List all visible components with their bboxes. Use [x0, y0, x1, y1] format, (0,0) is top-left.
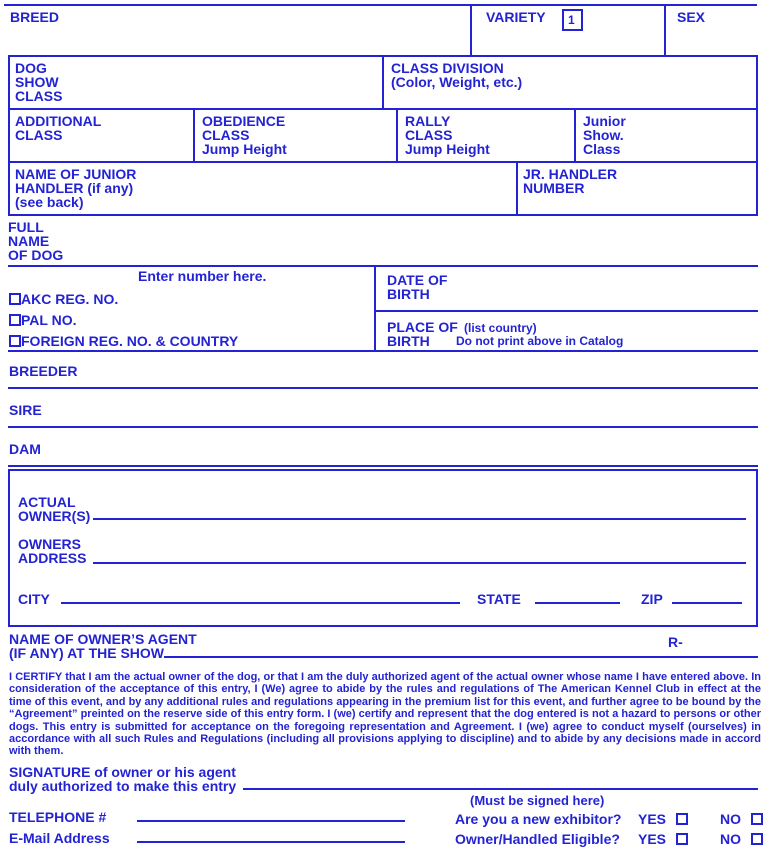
owner-handled-yes-option[interactable]: [638, 831, 688, 849]
junior-show-class-label: Junior Show. Class: [583, 113, 626, 157]
akc-reg-label: AKC REG. NO.: [21, 291, 119, 307]
dog-show-class-label: DOG SHOW CLASS: [15, 60, 63, 104]
pal-option[interactable]: [9, 312, 77, 330]
email-label: E-Mail Address: [9, 830, 110, 846]
city-label: CITY: [18, 591, 50, 607]
breed-label: BREED: [10, 9, 60, 25]
akc-reg-option[interactable]: [9, 291, 118, 309]
owner-handled-no-option[interactable]: [720, 831, 763, 849]
foreign-reg-label: FOREIGN REG. NO. & COUNTRY: [21, 333, 239, 349]
new-exhibitor-yes-checkbox[interactable]: [676, 813, 688, 825]
breeder-label: BREEDER: [9, 363, 78, 379]
pal-checkbox[interactable]: [9, 314, 21, 326]
variety-label: VARIETY: [486, 9, 546, 25]
owners-address-label: OWNERS ADDRESS: [18, 536, 87, 566]
divider: [8, 350, 758, 352]
city-line[interactable]: [61, 602, 460, 604]
owner-handled-yes-checkbox[interactable]: [676, 833, 688, 845]
divider: [516, 161, 518, 216]
sire-line[interactable]: [8, 426, 758, 428]
divider: [193, 108, 195, 163]
additional-class-label: ADDITIONAL CLASS: [15, 113, 102, 143]
jr-handler-number-label: JR. HANDLER NUMBER: [523, 166, 618, 196]
telephone-label: TELEPHONE #: [9, 809, 107, 825]
new-exhibitor-no-checkbox[interactable]: [751, 813, 763, 825]
signature-label: SIGNATURE of owner or his agent duly authorized to make this entry: [9, 764, 237, 794]
divider: [470, 4, 472, 55]
divider: [396, 108, 398, 163]
state-label: STATE: [477, 591, 521, 607]
top-border: [4, 4, 757, 6]
email-line[interactable]: [137, 841, 405, 843]
sex-label: SEX: [677, 9, 706, 25]
full-name-label: FULL NAME OF DOG: [8, 219, 64, 263]
breeder-line[interactable]: [8, 387, 758, 389]
divider: [574, 108, 576, 163]
junior-handler-name-label: NAME OF JUNIOR HANDLER (if any) (see back): [15, 166, 137, 210]
date-of-birth-label: DATE OF BIRTH: [387, 272, 448, 302]
pal-label: PAL NO.: [21, 312, 77, 328]
class-division-label: CLASS DIVISION (Color, Weight, etc.): [391, 60, 523, 90]
must-be-signed-note: (Must be signed here): [470, 793, 605, 808]
telephone-line[interactable]: [137, 820, 405, 822]
enter-number-note: Enter number here.: [138, 268, 267, 284]
class-options-row: [8, 108, 758, 163]
do-not-print-note: Do not print above in Catalog: [456, 334, 624, 348]
full-name-field[interactable]: [80, 220, 750, 262]
no-label: NO: [720, 811, 741, 827]
actual-owners-line[interactable]: [93, 518, 746, 520]
zip-line[interactable]: [672, 602, 742, 604]
rally-class-label: RALLY CLASS Jump Height: [405, 113, 490, 157]
foreign-reg-checkbox[interactable]: [9, 335, 21, 347]
divider: [8, 265, 758, 267]
place-of-birth-label: PLACE OF BIRTH: [387, 319, 458, 349]
sire-label: SIRE: [9, 402, 42, 418]
no-label: NO: [720, 831, 741, 847]
owners-agent-label: NAME OF OWNER’S AGENT (IF ANY) AT THE SHOW: [9, 631, 197, 661]
akc-checkbox[interactable]: [9, 293, 21, 305]
state-line[interactable]: [535, 602, 620, 604]
certification-text: I CERTIFY that I am the actual owner of the dog, or that I am the duly authorized agent of the actual owner whose name I have entered above. In consideration of the acceptance of this entry, I (We) agree to abide by the rules and regulations of The American Kennel Club in effect at the time of this event, and by any additional rules and regulations appearing in the premium list for this event, and further agree to be bound by the “Agreement” preinted on the reserve side of this entry form. I (we) certify and represent that the dog entered is not a hazard to persons or other dogs. This entry is submitted for acceptance on the foregoing representation and Agreement. I (we) agree to conduct myself (ourselves) in accordance with all such Rules and Regulations (including all provisions applying to discipline) and to abide by any decisions made in accord with them.: [9, 671, 761, 758]
dam-line[interactable]: [8, 465, 758, 467]
owner-handled-question: Owner/Handled Eligible?: [455, 831, 620, 847]
dam-label: DAM: [9, 441, 41, 457]
new-exhibitor-question: Are you a new exhibitor?: [455, 811, 622, 827]
new-exhibitor-no-option[interactable]: [720, 811, 763, 829]
owners-agent-line[interactable]: [164, 656, 758, 658]
r-label: R-: [668, 634, 683, 650]
list-country-note: (list country): [464, 321, 537, 335]
divider: [382, 55, 384, 110]
divider: [374, 310, 758, 312]
owner-handled-no-checkbox[interactable]: [751, 833, 763, 845]
yes-label: YES: [638, 831, 667, 847]
signature-line[interactable]: [243, 788, 758, 790]
divider: [664, 4, 666, 55]
dog-show-class-field[interactable]: [100, 60, 370, 104]
actual-owners-label: ACTUAL OWNER(S): [18, 494, 91, 524]
variety-number: 1: [568, 13, 575, 27]
owners-address-line[interactable]: [93, 562, 746, 564]
foreign-reg-option[interactable]: [9, 333, 238, 351]
new-exhibitor-yes-option[interactable]: [638, 811, 688, 829]
zip-label: ZIP: [641, 591, 663, 607]
yes-label: YES: [638, 811, 667, 827]
divider: [374, 265, 376, 352]
obedience-class-label: OBEDIENCE CLASS Jump Height: [202, 113, 287, 157]
